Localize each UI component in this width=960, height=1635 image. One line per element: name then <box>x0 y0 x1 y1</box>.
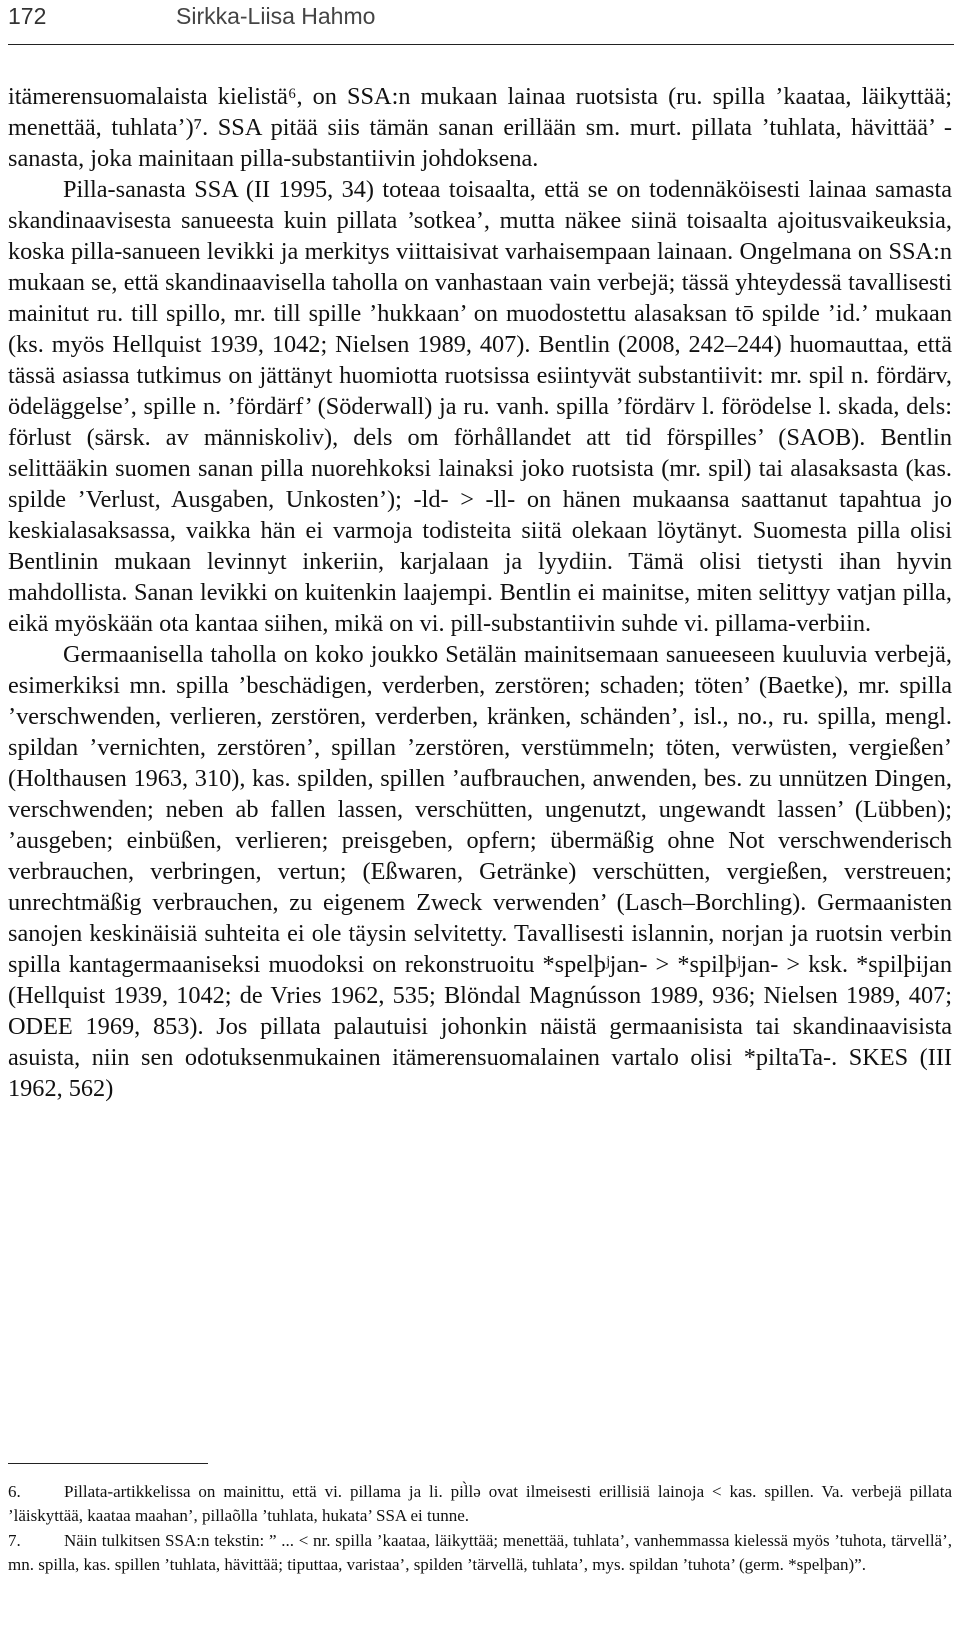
footnote-number: 6. <box>8 1482 21 1501</box>
footnote-rule <box>8 1463 208 1464</box>
footnotes <box>8 1480 952 1578</box>
running-head-author: Sirkka-Liisa Hahmo <box>176 3 376 29</box>
footnote-text: Näin tulkitsen SSA:n tekstin: ” ... < nr. spilla ’kaataa, läikyttää; menettää, tuhlata’, vanhemmassa kielessä myös ’tuhota, tärvellä’, mn. spilla, kas. spillen ’tuhlata, hävittää; tiputtaa, varistaa’, spilden ’tärvellä, tuhlata’, mys. spildan ’tuhota’ (germ. *spelþan)”. <box>8 1531 952 1574</box>
body-paragraph: itämerensuomalaista kielistä⁶, on SSA:n mukaan lainaa ruotsista (ru. spilla ’kaataa, läikyttää; menettää, tuhlata’)⁷. SSA pitää siis tämän sanan erillään sm. murt. pillata ’tuhlata, hävittää’ -sanasta, joka mainitaan pilla-substantiivin johdoksena. <box>8 83 952 172</box>
footnote-text: Pillata-artikkelissa on mainittu, että vi. pillama ja li. pil̀lə ovat ilmeisesti erillisiä lainoja < kas. spillen. Va. verbejä pillata ’läiskyttää, kaataa maahan’, pillaõlla ’tuhlata, hukata’ SSA ei tunne. <box>8 1482 952 1525</box>
body-paragraph: Pilla-sanasta SSA (II 1995, 34) toteaa toisaalta, että se on todennäköisesti lainaa samasta skandinaavisesta sanueesta kuin pillata ’sotkea’, mutta näkee siinä toisaalta ajoitusvaikeuksia, koska pilla-sanueen levikki ja merkitys viittaisivat varhaisempaan lainaan. Ongelmana on SSA:n mukaan se, että skandinaavisella taholla on vanhastaan vain verbejä; tässä yhteydessä tavallisesti mainitut ru. till spillo, mr. till spille ’hukkaan’ on muodostettu alasaksan tō spilde ’id.’ mukaan (ks. myös Hellquist 1939, 1042; Nielsen 1989, 407). Bentlin (2008, 242–244) huomauttaa, että tässä asiassa tutkimus on jättänyt huomiotta ruotsissa esiintyvät substantiivit: mr. spil n. fördärv, ödeläggelse’, spille n. ’fördärf’ (Söderwall) ja ru. vanh. spilla ’fördärv l. förödelse l. skada, dels: förlust (särsk. av människoliv), dels om förhållandet att tid förspilles’ (SAOB). Bentlin selittääkin suomen sanan pilla nuorehkoksi lainaksi joko ruotsista (mr. spil) tai alasaksasta (kas. spilde ’Verlust, Ausgaben, Unkosten’); -ld- > -ll- on hänen mukaansa saattanut tapahtua jo keskialasaksassa, vaikka hän ei varmoja todisteita siitä olekaan löytänyt. Suomesta pilla olisi Bentlinin mukaan levinnyt inkeriin, karjalaan ja lyydiin. Tämä olisi tietysti ihan hyvin mahdollista. Sanan levikki on kuitenkin laajempi. Bentlin ei mainitse, miten selittyy vatjan pilla, eikä myöskään ota kantaa siihen, mikä on vi. pill-substantiivin suhde vi. pillama-verbiin. <box>8 176 952 637</box>
header-rule <box>8 44 954 45</box>
body-text <box>8 81 952 1104</box>
footnote-6 <box>8 1480 952 1528</box>
body-paragraph: Germaanisella taholla on koko joukko Setälän mainitsemaan sanueeseen kuuluvia verbejä, esimerkiksi mn. spilla ’beschädigen, verderben, zerstören; schaden; töten’ (Baetke), mr. spilla ’verschwenden, verlieren, zerstören, verderben, kränken, schänden’, isl., no., ru. spilla, mengl. spildan ’vernichten, zerstören’, spillan ’zerstören, verstümmeln; töten, verwüsten, vergießen’ (Holthausen 1963, 310), kas. spilden, spillen ’aufbrauchen, anwenden, bes. zu unnützen Dingen, verschwenden; neben ab fallen lassen, verschütten, ungenutzt, ungewandt lassen’ (Lübben); ’ausgeben; einbüßen, verlieren; preisgeben, opfern; übermäßig ohne Not verschwenderisch verbrauchen, verbringen, vertun; (Eßwaren, Getränke) verschütten, vergießen, verstreuen; unrechtmäßig verbrauchen, zu eigenem Zweck verwenden’ (Lasch–Borchling). Germaanisten sanojen keskinäisiä suhteita ei ole täysin selvitetty. Tavallisesti islannin, norjan ja ruotsin verbin spilla kantagermaaniseksi muodoksi on rekonstruoitu *spelþʲjan- > *spilþʲjan- > ksk. *spilþijan (Hellquist 1939, 1042; de Vries 1962, 535; Blöndal Magnússon 1989, 936; Nielsen 1989, 407; ODEE 1969, 853). Jos pillata palautuisi johonkin näistä germaanisista tai skandinaavisista asuista, niin sen odotuksenmukainen itämerensuomalainen vartalo olisi *piltaTa-. SKES (III 1962, 562) <box>8 641 952 1102</box>
page-number: 172 <box>8 3 47 29</box>
footnote-7 <box>8 1529 952 1577</box>
page-header <box>8 0 954 46</box>
footnote-number: 7. <box>8 1531 21 1550</box>
